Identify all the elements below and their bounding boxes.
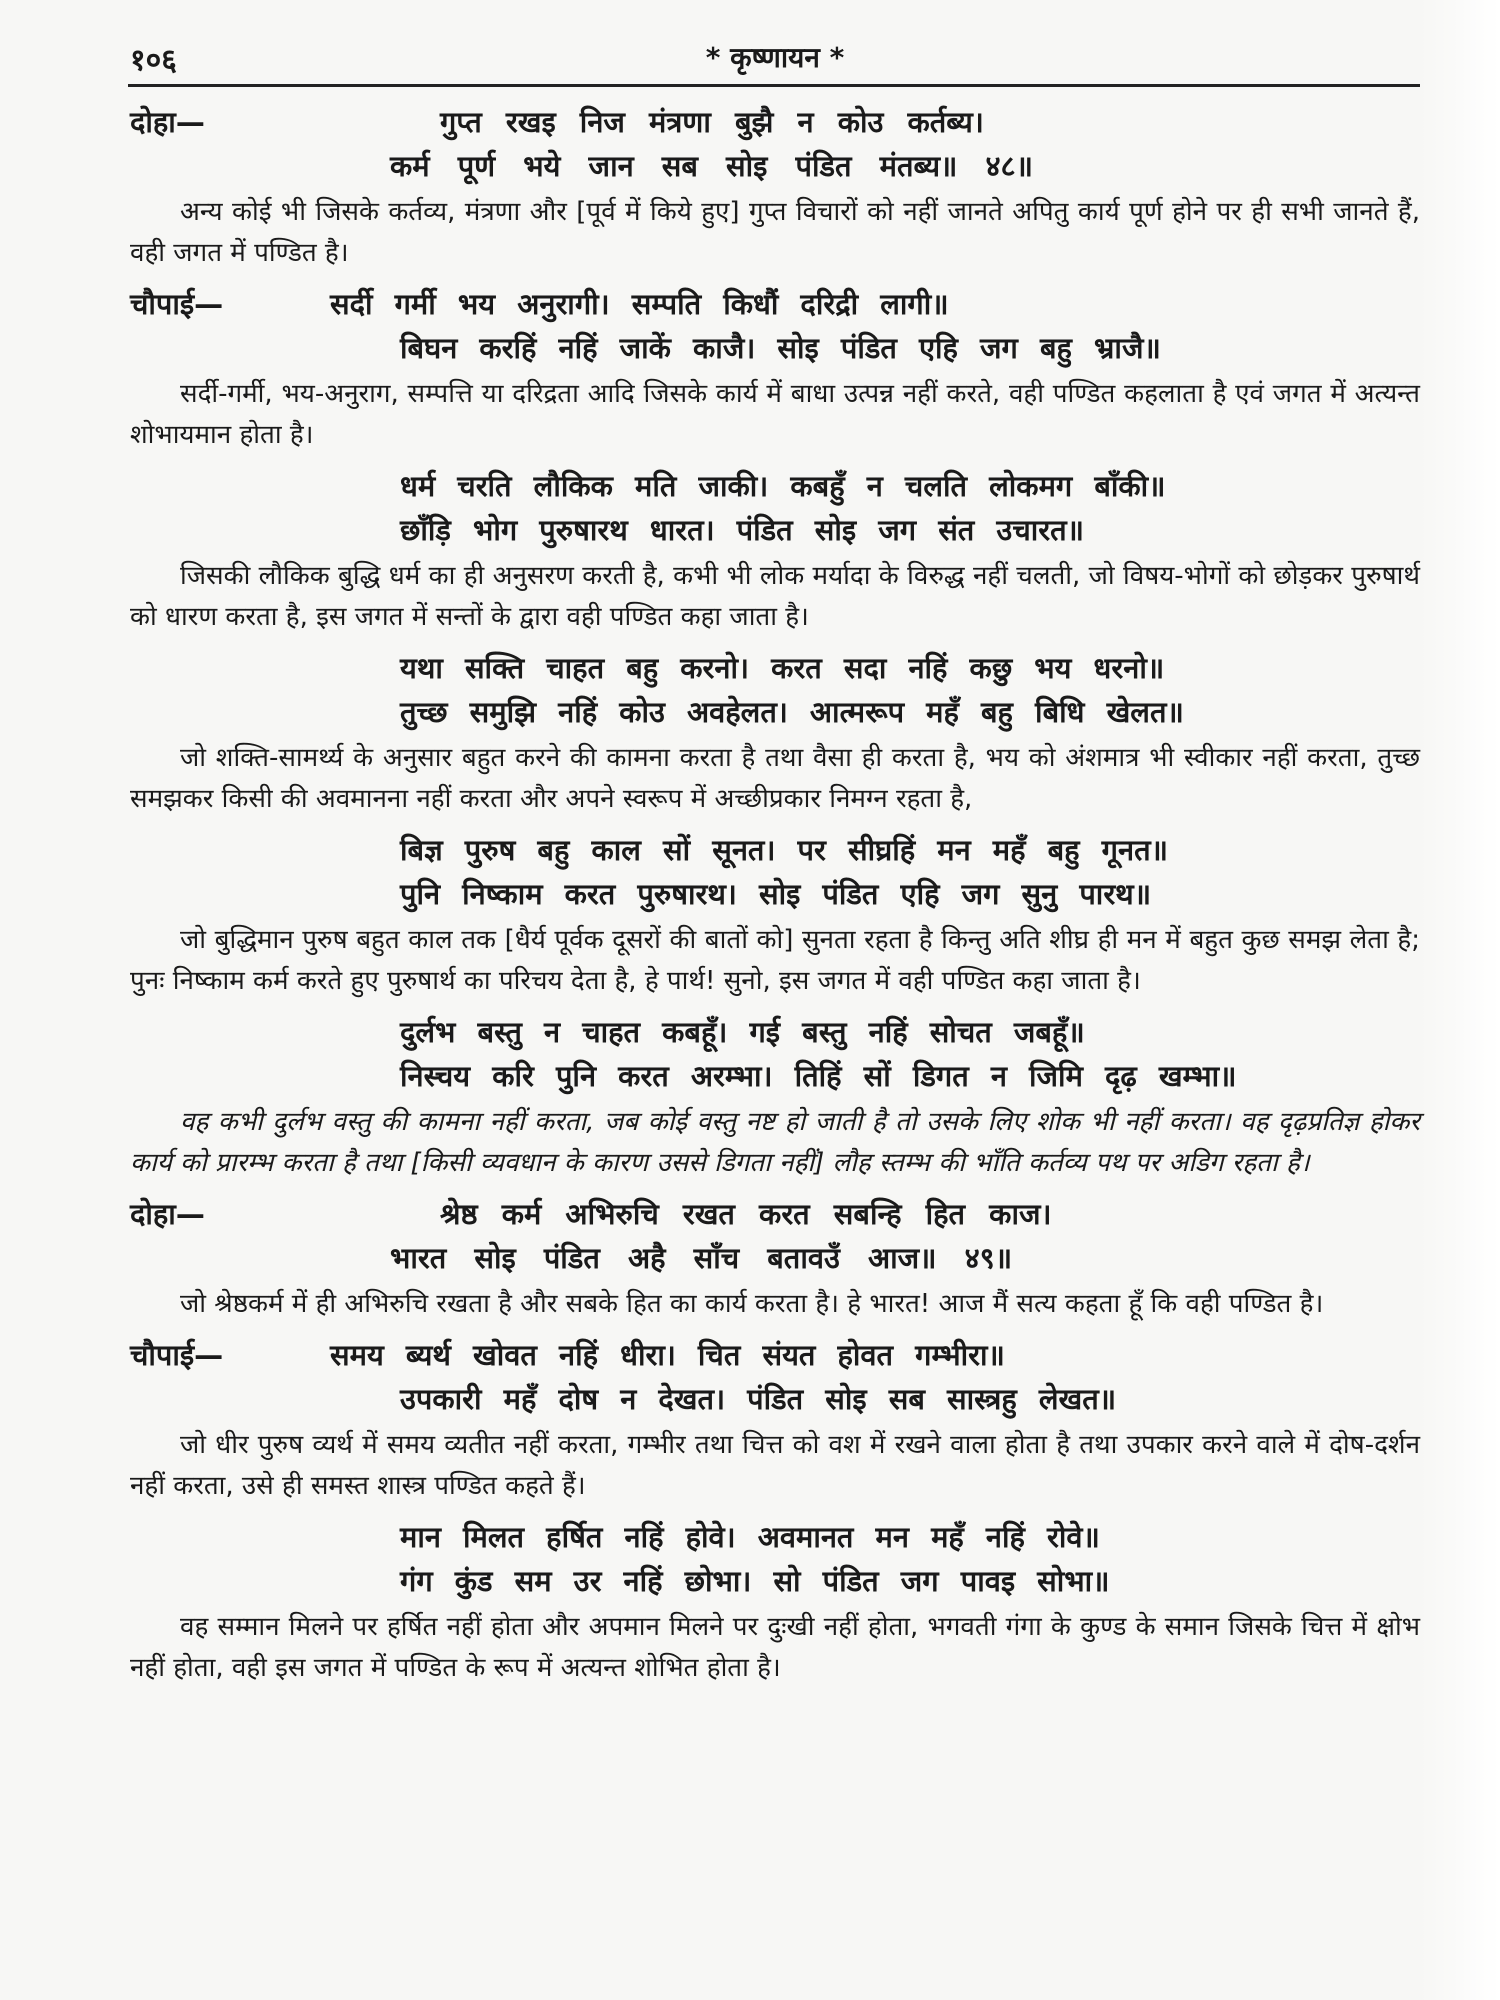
verse-line (130, 690, 1420, 734)
verse-line (130, 1010, 1420, 1054)
verse-line (130, 1559, 1420, 1603)
commentary-paragraph: जिसकी लौकिक बुद्धि धर्म का ही अनुसरण करती है, कभी भी लोक मर्यादा के विरुद्ध नहीं चलती, जो विषय-भोगों को छोड़कर पुरुषार्थ को धारण करता है, इस जगत में सन्तों के द्वारा वही पण्डित कहा जाता है। (130, 561, 1420, 632)
verse-text: कर्म पूर्ण भये जान सब सोइ पंडित मंतब्य॥ ४८॥ (390, 149, 1034, 183)
verse-text: दुर्लभ बस्तु न चाहत कबहूँ। गई बस्तु नहिं सोचत जबहूँ॥ (400, 1015, 1085, 1049)
verse-line (130, 1377, 1420, 1421)
commentary-paragraph: वह कभी दुर्लभ वस्तु की कामना नहीं करता, जब कोई वस्तु नष्ट हो जाती है तो उसके लिए शोक भी नहीं करता। वह दृढ़प्रतिज्ञ होकर कार्य को प्रारम्भ करता है तथा [किसी व्यवधान के कारण उससे डिगता नहीं] लौह स्तम्भ की भाँति कर्तव्य पथ पर अडिग रहता है। (130, 1107, 1420, 1178)
verse-text: यथा सक्ति चाहत बहु करनो। करत सदा नहिं कछु भय धरनो॥ (400, 651, 1165, 685)
verse-line (130, 1515, 1420, 1559)
verse-line (130, 508, 1420, 552)
page-header (130, 38, 1420, 84)
verse-text: मान मिलत हर्षित नहिं होवे। अवमानत मन महँ नहिं रोवे॥ (400, 1520, 1100, 1554)
verse-text: समय ब्यर्थ खोवत नहिं धीरा। चित संयत होवत गम्भीरा॥ (330, 1338, 1005, 1372)
verse-text: तुच्छ समुझि नहिं कोउ अवहेलत। आत्मरूप महँ बहु बिधि खेलत॥ (400, 695, 1184, 729)
page-edge (1420, 0, 1500, 2000)
verse-line (130, 828, 1420, 872)
verse-line (130, 282, 1420, 326)
verse-text: बिघन करहिं नहिं जाकें काजै। सोइ पंडित एहि जग बहु भ्राजै॥ (400, 331, 1161, 365)
verse-label: चौपाई— (130, 1338, 224, 1372)
verse-text: गंग कुंड सम उर नहिं छोभा। सो पंडित जग पावइ सोभा॥ (400, 1564, 1110, 1598)
commentary-paragraph: जो धीर पुरुष व्यर्थ में समय व्यतीत नहीं करता, गम्भीर तथा चित्त को वश में रखने वाला होता है तथा उपकार करने वाले में दोष-दर्शन नहीं करता, उसे ही समस्त शास्त्र पण्डित कहते हैं। (130, 1430, 1420, 1501)
commentary-paragraph: जो शक्ति-सामर्थ्य के अनुसार बहुत करने की कामना करता है तथा वैसा ही करता है, भय को अंशमात्र भी स्वीकार नहीं करता, तुच्छ समझकर किसी की अवमानना नहीं करता और अपने स्वरूप में अच्छीप्रकार निमग्न रहता है, (130, 743, 1420, 814)
verse-text: पुनि निष्काम करत पुरुषारथ। सोइ पंडित एहि जग सुनु पारथ॥ (400, 877, 1152, 911)
verse-line (130, 1192, 1420, 1236)
verse-text: सर्दी गर्मी भय अनुरागी। सम्पति किधौं दरिद्री लागी॥ (330, 287, 949, 321)
verse-text: धर्म चरति लौकिक मति जाकी। कबहुँ न चलति लोकमग बाँकी॥ (400, 469, 1166, 503)
verse-text: बिज्ञ पुरुष बहु काल सों सूनत। पर सीघ्रहिं मन महँ बहु गूनत॥ (400, 833, 1168, 867)
page-body (130, 100, 1420, 1697)
verse-line (130, 144, 1420, 188)
verse-text: गुप्त रखइ निज मंत्रणा बुझै न कोउ कर्तब्य। (440, 105, 984, 139)
verse-line (130, 326, 1420, 370)
verse-line (130, 464, 1420, 508)
verse-label: दोहा— (130, 1197, 205, 1231)
page-number: १०६ (130, 43, 177, 78)
commentary-paragraph: सर्दी-गर्मी, भय-अनुराग, सम्पत्ति या दरिद्रता आदि जिसके कार्य में बाधा उत्पन्न नहीं करते, वही पण्डित कहलाता है एवं जगत में अत्यन्त शोभायमान होता है। (130, 379, 1420, 450)
verse-label: दोहा— (130, 105, 205, 139)
running-title: * कृष्णायन * (705, 41, 845, 74)
verse-text: भारत सोइ पंडित अहै साँच बतावउँ आज॥ ४९॥ (390, 1241, 1013, 1275)
verse-line (130, 1333, 1420, 1377)
verse-line (130, 872, 1420, 916)
commentary-paragraph: जो श्रेष्ठकर्म में ही अभिरुचि रखता है और सबके हित का कार्य करता है। हे भारत! आज मैं सत्य कहता हूँ कि वही पण्डित है। (180, 1289, 1324, 1319)
verse-text: उपकारी महँ दोष न देखत। पंडित सोइ सब सास्त्रहु लेखत॥ (400, 1382, 1117, 1416)
verse-label: चौपाई— (130, 287, 224, 321)
verse-text: निस्चय करि पुनि करत अरम्भा। तिहिं सों डिगत न जिमि दृढ़ खम्भा॥ (400, 1059, 1237, 1093)
verse-line (130, 1236, 1420, 1280)
header-rule (128, 84, 1420, 87)
commentary-paragraph: जो बुद्धिमान पुरुष बहुत काल तक [धैर्य पूर्वक दूसरों की बातों को] सुनता रहता है किन्तु अति शीघ्र ही मन में बहुत कुछ समझ लेता है; पुनः निष्काम कर्म करते हुए पुरुषार्थ का परिचय देता है, हे पार्थ! सुनो, इस जगत में वही पण्डित कहा जाता है। (130, 925, 1421, 996)
verse-line (130, 1054, 1420, 1098)
verse-text: श्रेष्ठ कर्म अभिरुचि रखत करत सबन्हि हित काज। (440, 1197, 1052, 1231)
verse-text: छाँड़ि भोग पुरुषारथ धारत। पंडित सोइ जग संत उचारत॥ (400, 513, 1085, 547)
verse-line (130, 646, 1420, 690)
commentary-paragraph: वह सम्मान मिलने पर हर्षित नहीं होता और अपमान मिलने पर दुःखी नहीं होता, भगवती गंगा के कुण्ड के समान जिसके चित्त में क्षोभ नहीं होता, वही इस जगत में पण्डित के रूप में अत्यन्त शोभित होता है। (130, 1612, 1420, 1683)
verse-line (130, 100, 1420, 144)
commentary-paragraph: अन्य कोई भी जिसके कर्तव्य, मंत्रणा और [पूर्व में किये हुए] गुप्त विचारों को नहीं जानते अपितु कार्य पूर्ण होने पर ही सभी जानते हैं, वही जगत में पण्डित है। (130, 197, 1420, 268)
